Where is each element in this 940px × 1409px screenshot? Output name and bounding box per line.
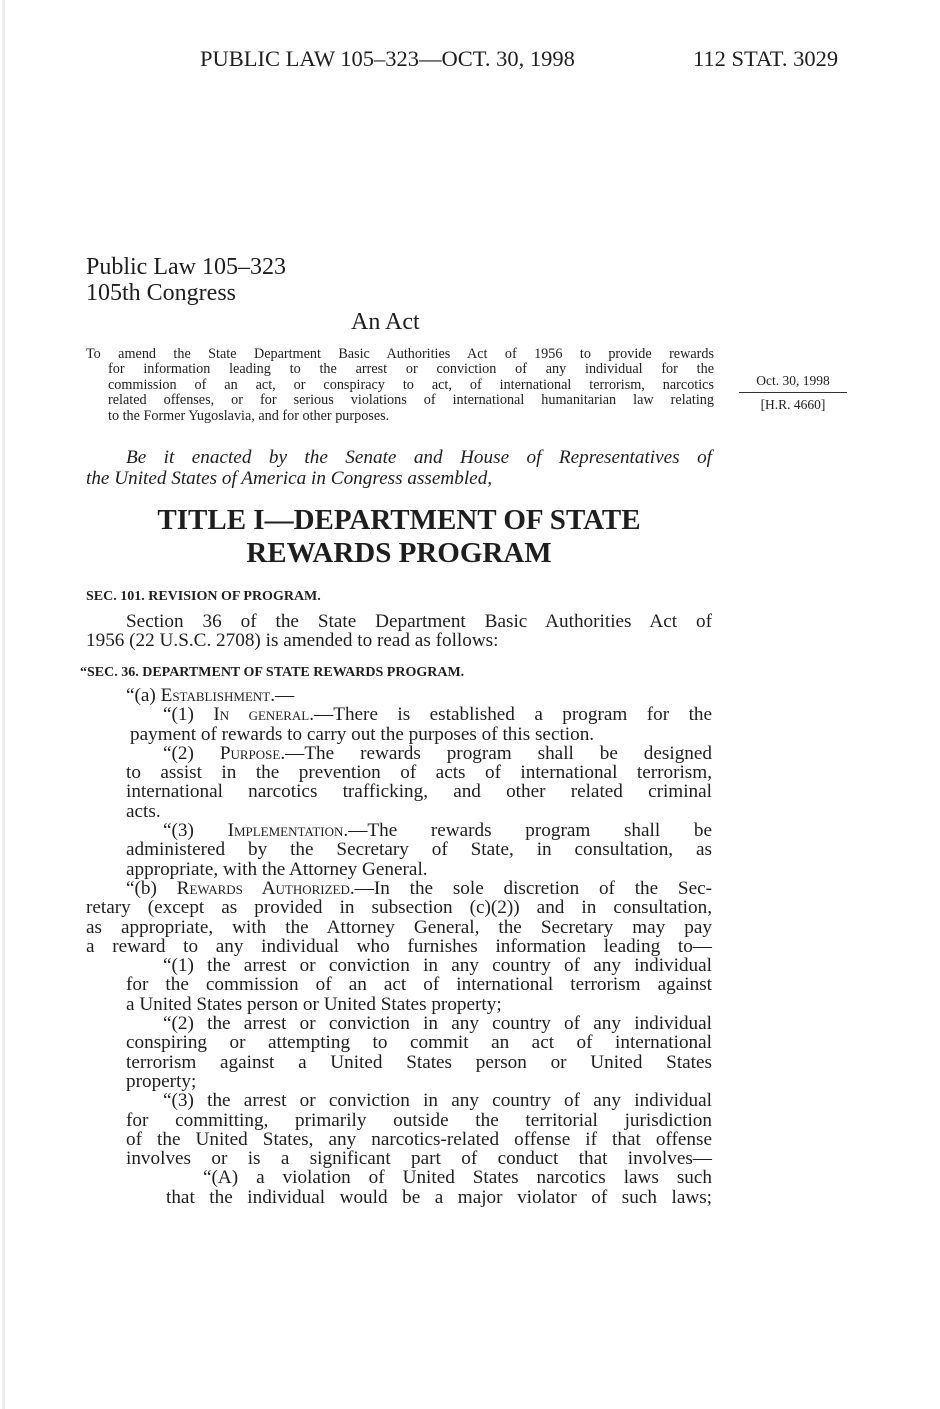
body-line: a reward to any individual who furnishes information leading to— xyxy=(86,935,712,957)
body-line: as appropriate, with the Attorney General, the Secretary may pay xyxy=(86,916,712,938)
enacting-clause xyxy=(86,448,712,489)
subsection-a-heading: “(a) Establishment.— xyxy=(126,685,295,706)
an-act-heading: An Act xyxy=(351,309,420,335)
section-36-heading: “SEC. 36. DEPARTMENT OF STATE REWARDS PROGRAM. xyxy=(80,665,465,680)
congress-number: 105th Congress xyxy=(86,280,236,306)
enacting-clause-line: Be it enacted by the Senate and House of Representatives of xyxy=(126,447,712,468)
paragraph-b1: “(1) the arrest or conviction in any country of any individual xyxy=(163,955,712,977)
long-title xyxy=(86,347,714,424)
bill-number: [H.R. 4660] xyxy=(760,397,826,412)
body-line: terrorism against a United States person or United States xyxy=(126,1051,712,1073)
body-line: property; xyxy=(126,1070,197,1092)
running-head-stat-page: 112 STAT. 3029 xyxy=(693,46,839,71)
paragraph-b2: “(2) the arrest or conviction in any country of any individual xyxy=(163,1013,712,1035)
paragraph-a1-label: In general xyxy=(213,704,310,726)
long-title-line: related offenses, or for serious violations of international humanitarian law relating xyxy=(108,392,714,409)
body-line: appropriate, with the Attorney General. xyxy=(126,858,428,880)
title-heading-line: TITLE I—DEPARTMENT OF STATE xyxy=(157,504,641,536)
paragraph-b3: “(3) the arrest or conviction in any country of any individual xyxy=(163,1090,712,1112)
body-line: for committing, primarily outside the territorial jurisdiction xyxy=(126,1109,712,1131)
margin-note xyxy=(739,373,847,413)
body-line: involves or is a significant part of conduct that involves— xyxy=(126,1148,712,1170)
body-line: a United States person or United States property; xyxy=(126,993,502,1015)
body-line: that the individual would be a major violator of such laws; xyxy=(166,1186,712,1208)
enacting-clause-line: the United States of America in Congress assembled, xyxy=(86,467,493,489)
paragraph-a2-label: Purpose xyxy=(219,742,281,764)
body-line: for the commission of an act of international terrorism against xyxy=(126,974,712,996)
section-36-body xyxy=(86,686,712,1207)
scan-page-edge xyxy=(2,0,5,1409)
body-line: administered by the Secretary of State, in consultation, as xyxy=(126,839,712,861)
section-101-text xyxy=(86,612,712,651)
paragraph-a3-label: Implementation xyxy=(227,820,344,842)
title-heading xyxy=(86,504,712,570)
long-title-line: To amend the State Department Basic Authorities Act of 1956 to provide rewards xyxy=(86,346,714,362)
public-law-caption xyxy=(86,254,286,306)
title-heading-line: REWARDS PROGRAM xyxy=(246,537,552,569)
section-101-heading: SEC. 101. REVISION OF PROGRAM. xyxy=(86,589,321,604)
long-title-line: for information leading to the arrest or conviction of any individual for the xyxy=(108,361,714,378)
paragraph-a3: “(3) Implementation.—The rewards program shall be xyxy=(163,820,712,842)
enactment-date: Oct. 30, 1998 xyxy=(739,373,847,393)
long-title-line: to the Former Yugoslavia, and for other purposes. xyxy=(108,407,390,424)
body-line: of the United States, any narcotics-related offense if that offense xyxy=(126,1128,712,1150)
body-line: retary (except as provided in subsection (c)(2)) and in consultation, xyxy=(86,897,712,919)
long-title-line: commission of an act, or conspiracy to act, of international terrorism, narcotics xyxy=(108,376,714,393)
subsection-a-label: Establishment xyxy=(160,685,271,706)
paragraph-a1: “(1) In general.—There is established a program for the xyxy=(163,704,713,726)
body-line: to assist in the prevention of acts of international terrorism, xyxy=(126,762,712,784)
subsection-b: “(b) Rewards Authorized.—In the sole discretion of the Sec- xyxy=(126,877,713,899)
body-line: Section 36 of the State Department Basic Authorities Act of xyxy=(126,611,712,632)
body-line: international narcotics trafficking, and other related criminal xyxy=(126,781,712,803)
body-line: 1956 (22 U.S.C. 2708) is amended to read as follows: xyxy=(86,630,499,652)
subsection-b-label: Rewards Authorized xyxy=(176,877,350,899)
public-law-number: Public Law 105–323 xyxy=(86,254,286,280)
running-head-citation: PUBLIC LAW 105–323—OCT. 30, 1998 xyxy=(200,46,575,71)
body-line: payment of rewards to carry out the purposes of this section. xyxy=(130,723,595,745)
paragraph-a2: “(2) Purpose.—The rewards program shall be designed xyxy=(163,742,713,764)
subparagraph-b3A: “(A) a violation of United States narcotics laws such xyxy=(203,1167,712,1189)
body-line: acts. xyxy=(126,800,161,822)
body-line: conspiring or attempting to commit an act of international xyxy=(126,1032,712,1054)
